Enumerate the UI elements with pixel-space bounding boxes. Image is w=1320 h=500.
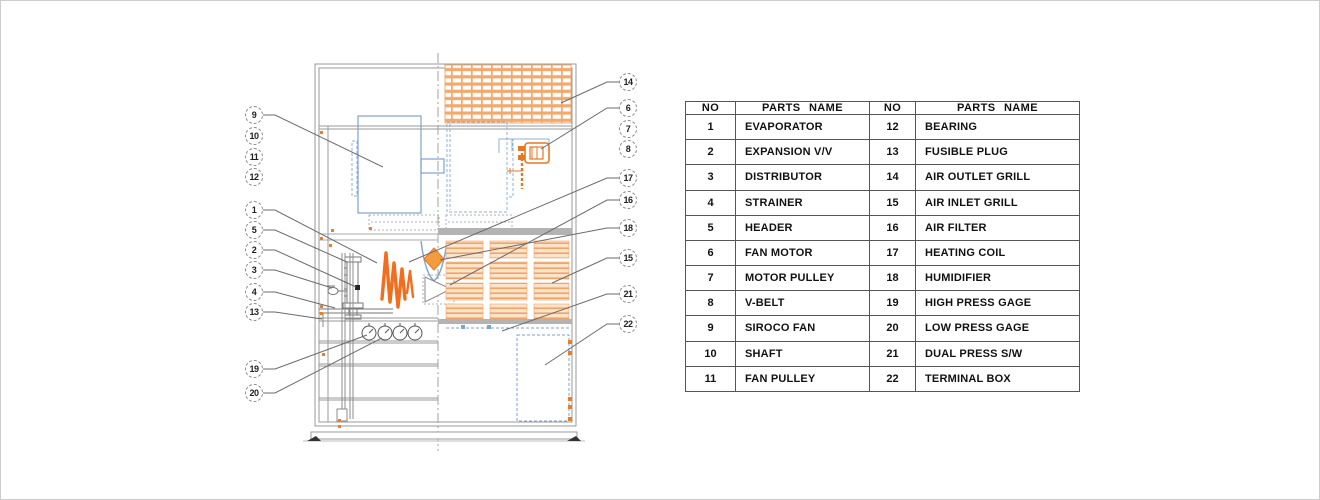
callout-12: 12 bbox=[245, 168, 263, 186]
part-no: 20 bbox=[870, 316, 916, 341]
table-row bbox=[686, 266, 1080, 291]
callout-14: 14 bbox=[619, 73, 637, 91]
part-name: SHAFT bbox=[736, 341, 870, 366]
col-header-parts-name: PARTS NAME bbox=[916, 102, 1080, 115]
part-no: 3 bbox=[686, 165, 736, 190]
part-name: EXPANSION V/V bbox=[736, 140, 870, 165]
part-no: 13 bbox=[870, 140, 916, 165]
part-no: 14 bbox=[870, 165, 916, 190]
mid-divider bbox=[319, 228, 572, 240]
callout-20: 20 bbox=[245, 384, 263, 402]
callout-2: 2 bbox=[245, 241, 263, 259]
callout-21: 21 bbox=[619, 285, 637, 303]
callout-22: 22 bbox=[619, 315, 637, 333]
part-name: AIR INLET GRILL bbox=[916, 190, 1080, 215]
part-no: 8 bbox=[686, 291, 736, 316]
part-name: LOW PRESS GAGE bbox=[916, 316, 1080, 341]
part-name: BEARING bbox=[916, 115, 1080, 140]
table-row bbox=[686, 140, 1080, 165]
part-no: 16 bbox=[870, 215, 916, 240]
part-name: EVAPORATOR bbox=[736, 115, 870, 140]
ahu-diagram bbox=[1, 1, 681, 499]
callout-18: 18 bbox=[619, 219, 637, 237]
part-no: 21 bbox=[870, 341, 916, 366]
callout-3: 3 bbox=[245, 261, 263, 279]
part-no: 12 bbox=[870, 115, 916, 140]
part-name: TERMINAL BOX bbox=[916, 366, 1080, 391]
fan-housing-left bbox=[352, 116, 444, 213]
table-row bbox=[686, 291, 1080, 316]
col-header-no: NO bbox=[870, 102, 916, 115]
part-no: 5 bbox=[686, 215, 736, 240]
fan-housing-right bbox=[447, 122, 513, 212]
callout-11: 11 bbox=[245, 148, 263, 166]
table-row bbox=[686, 366, 1080, 391]
part-name: FUSIBLE PLUG bbox=[916, 140, 1080, 165]
part-name: FAN MOTOR bbox=[736, 240, 870, 265]
part-name: STRAINER bbox=[736, 190, 870, 215]
part-name: HUMIDIFIER bbox=[916, 266, 1080, 291]
callout-10: 10 bbox=[245, 127, 263, 145]
part-no: 4 bbox=[686, 190, 736, 215]
part-name: V-BELT bbox=[736, 291, 870, 316]
part-name: DISTRIBUTOR bbox=[736, 165, 870, 190]
part-no: 22 bbox=[870, 366, 916, 391]
part-no: 11 bbox=[686, 366, 736, 391]
base-frame bbox=[303, 432, 585, 441]
callout-15: 15 bbox=[619, 249, 637, 267]
callout-9: 9 bbox=[245, 106, 263, 124]
part-no: 1 bbox=[686, 115, 736, 140]
part-no: 2 bbox=[686, 140, 736, 165]
callout-8: 8 bbox=[619, 140, 637, 158]
pressure-gauges bbox=[362, 323, 422, 340]
col-header-parts-name: PARTS NAME bbox=[736, 102, 870, 115]
callout-17: 17 bbox=[619, 169, 637, 187]
table-row bbox=[686, 341, 1080, 366]
part-no: 10 bbox=[686, 341, 736, 366]
callout-1: 1 bbox=[245, 201, 263, 219]
table-row bbox=[686, 115, 1080, 140]
callout-13: 13 bbox=[245, 303, 263, 321]
table-row bbox=[686, 190, 1080, 215]
callout-4: 4 bbox=[245, 283, 263, 301]
table-row bbox=[686, 165, 1080, 190]
part-name: AIR OUTLET GRILL bbox=[916, 165, 1080, 190]
part-name: FAN PULLEY bbox=[736, 366, 870, 391]
part-name: MOTOR PULLEY bbox=[736, 266, 870, 291]
part-no: 9 bbox=[686, 316, 736, 341]
air-outlet-grill bbox=[445, 65, 571, 123]
heating-coil bbox=[382, 253, 413, 307]
callout-6: 6 bbox=[619, 99, 637, 117]
part-no: 15 bbox=[870, 190, 916, 215]
col-header-no: NO bbox=[686, 102, 736, 115]
callout-19: 19 bbox=[245, 360, 263, 378]
part-name: SIROCO FAN bbox=[736, 316, 870, 341]
parts-table bbox=[685, 101, 1080, 392]
table-row bbox=[686, 215, 1080, 240]
callout-16: 16 bbox=[619, 191, 637, 209]
callout-7: 7 bbox=[619, 120, 637, 138]
part-name: HEADER bbox=[736, 215, 870, 240]
part-name: HIGH PRESS GAGE bbox=[916, 291, 1080, 316]
table-row bbox=[686, 316, 1080, 341]
part-no: 6 bbox=[686, 240, 736, 265]
part-name: HEATING COIL bbox=[916, 240, 1080, 265]
part-name: AIR FILTER bbox=[916, 215, 1080, 240]
table-row bbox=[686, 240, 1080, 265]
part-no: 18 bbox=[870, 266, 916, 291]
part-name: DUAL PRESS S/W bbox=[916, 341, 1080, 366]
terminal-box bbox=[446, 325, 571, 421]
callout-5: 5 bbox=[245, 221, 263, 239]
part-no: 7 bbox=[686, 266, 736, 291]
part-no: 19 bbox=[870, 291, 916, 316]
part-no: 17 bbox=[870, 240, 916, 265]
